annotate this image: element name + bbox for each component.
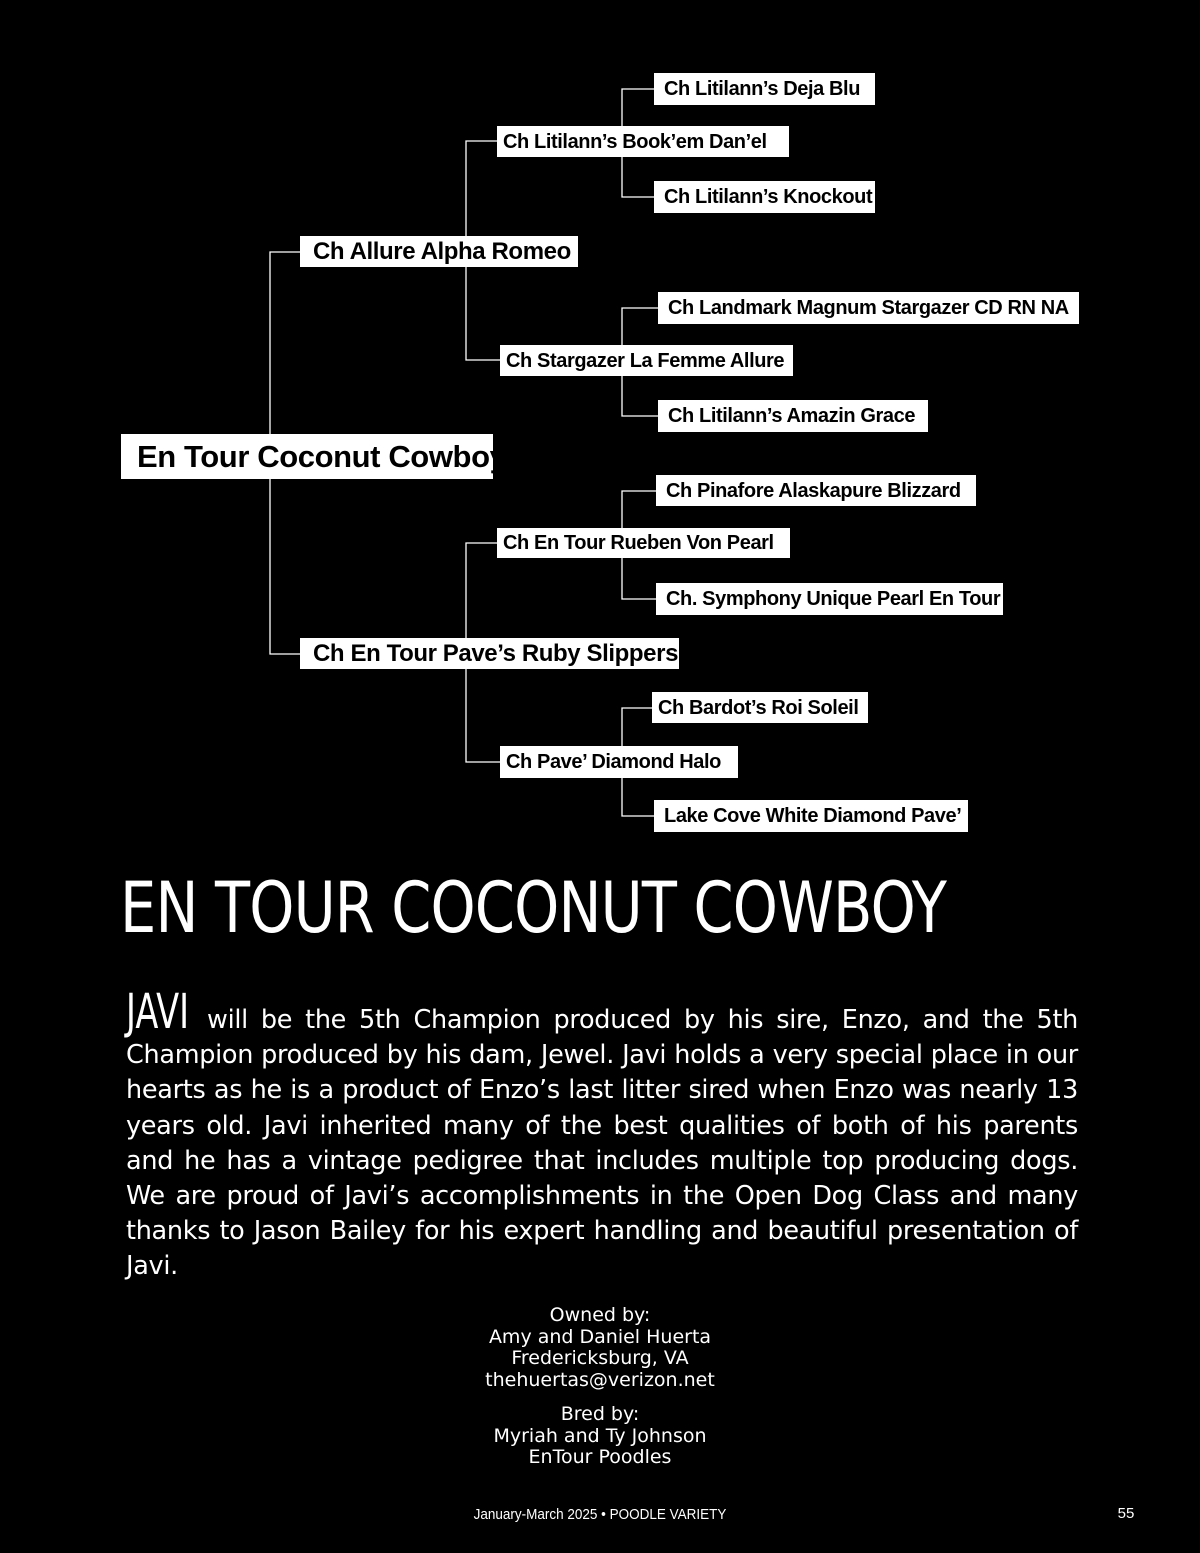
owner-credits	[300, 1305, 900, 1391]
pedigree-dsd	[656, 583, 1003, 615]
breeder-kennel: EnTour Poodles	[528, 1446, 672, 1468]
pedigree-sss	[654, 73, 875, 105]
pedigree-sdd	[658, 400, 928, 432]
owner-names: Amy and Daniel Huerta	[488, 1325, 712, 1348]
pedigree-dsd-name: Ch. Symphony Unique Pearl En Tour	[666, 588, 1001, 610]
pedigree-sds	[658, 292, 1079, 324]
pedigree-dss-name: Ch Pinafore Alaskapure Blizzard	[666, 479, 961, 502]
pedigree-sire-sire	[497, 126, 789, 157]
pedigree-dam-dam-name: Ch Pave’ Diamond Halo	[506, 751, 721, 773]
pedigree-sire-sire-name: Ch Litilann’s Book’em Dan’el	[503, 130, 767, 153]
pedigree-dam-name: Ch En Tour Pave’s Ruby Slippers	[313, 639, 679, 667]
pedigree-sdd-name: Ch Litilann’s Amazin Grace	[668, 405, 916, 427]
pedigree-ssd	[654, 181, 875, 213]
pedigree-sds-name: Ch Landmark Magnum Stargazer CD RN NA	[668, 297, 1069, 319]
pedigree-sss-name: Ch Litilann’s Deja Blu	[664, 78, 861, 100]
page-title: EN TOUR COCONUT COWBOY	[120, 867, 947, 949]
pedigree-dam-sire	[497, 528, 790, 558]
page-number: 55	[1117, 1505, 1135, 1522]
pedigree-sire-dam	[500, 345, 793, 376]
pedigree-ddd-name: Lake Cove White Diamond Pave’	[664, 805, 962, 827]
bio-dog-name: JAVI	[126, 984, 190, 1040]
bio-text: will be the 5th Champion produced by his sire, Enzo, and the 5th Champion produced by his dam, Jewel. Javi holds a very special place in our hearts as he is a product of Enzo’s last litter sired when Enzo was nearly 13 years old. Javi inherited many of the best qualities of both of his parents and he has a vintage pedigree that includes multiple top producing dogs. We are proud of Javi’s accomplishments in the Open Dog Class and many thanks to Jason Bailey for his expert handling and beautiful presentation of Javi.	[126, 1005, 1078, 1282]
pedigree-ddd	[654, 800, 968, 832]
breeder-names: Myriah and Ty Johnson	[493, 1424, 707, 1447]
pedigree-dss	[656, 475, 976, 506]
owner-location: Fredericksburg, VA	[511, 1347, 689, 1369]
pedigree-subject-name: En Tour Coconut Cowboy	[137, 439, 507, 474]
pedigree-dds	[652, 692, 868, 723]
pedigree-dds-name: Ch Bardot’s Roi Soleil	[658, 696, 859, 719]
owner-label: Owned by:	[549, 1304, 651, 1326]
pedigree-sire-name: Ch Allure Alpha Romeo	[313, 237, 571, 265]
issue-footer: January-March 2025 • POODLE VARIETY	[473, 1506, 727, 1523]
pedigree-dam	[300, 638, 679, 669]
pedigree-sire-dam-name: Ch Stargazer La Femme Allure	[506, 349, 785, 372]
pedigree-sire	[300, 236, 578, 267]
pedigree-dam-dam	[500, 746, 738, 778]
owner-email: thehuertas@verizon.net	[485, 1368, 715, 1391]
pedigree-ssd-name: Ch Litilann’s Knockout	[664, 186, 873, 208]
breeder-credits	[300, 1404, 900, 1469]
pedigree-dam-sire-name: Ch En Tour Rueben Von Pearl	[503, 532, 774, 554]
breeder-label: Bred by:	[560, 1403, 640, 1425]
bio-paragraph	[126, 984, 1078, 1285]
pedigree-subject	[121, 434, 507, 479]
